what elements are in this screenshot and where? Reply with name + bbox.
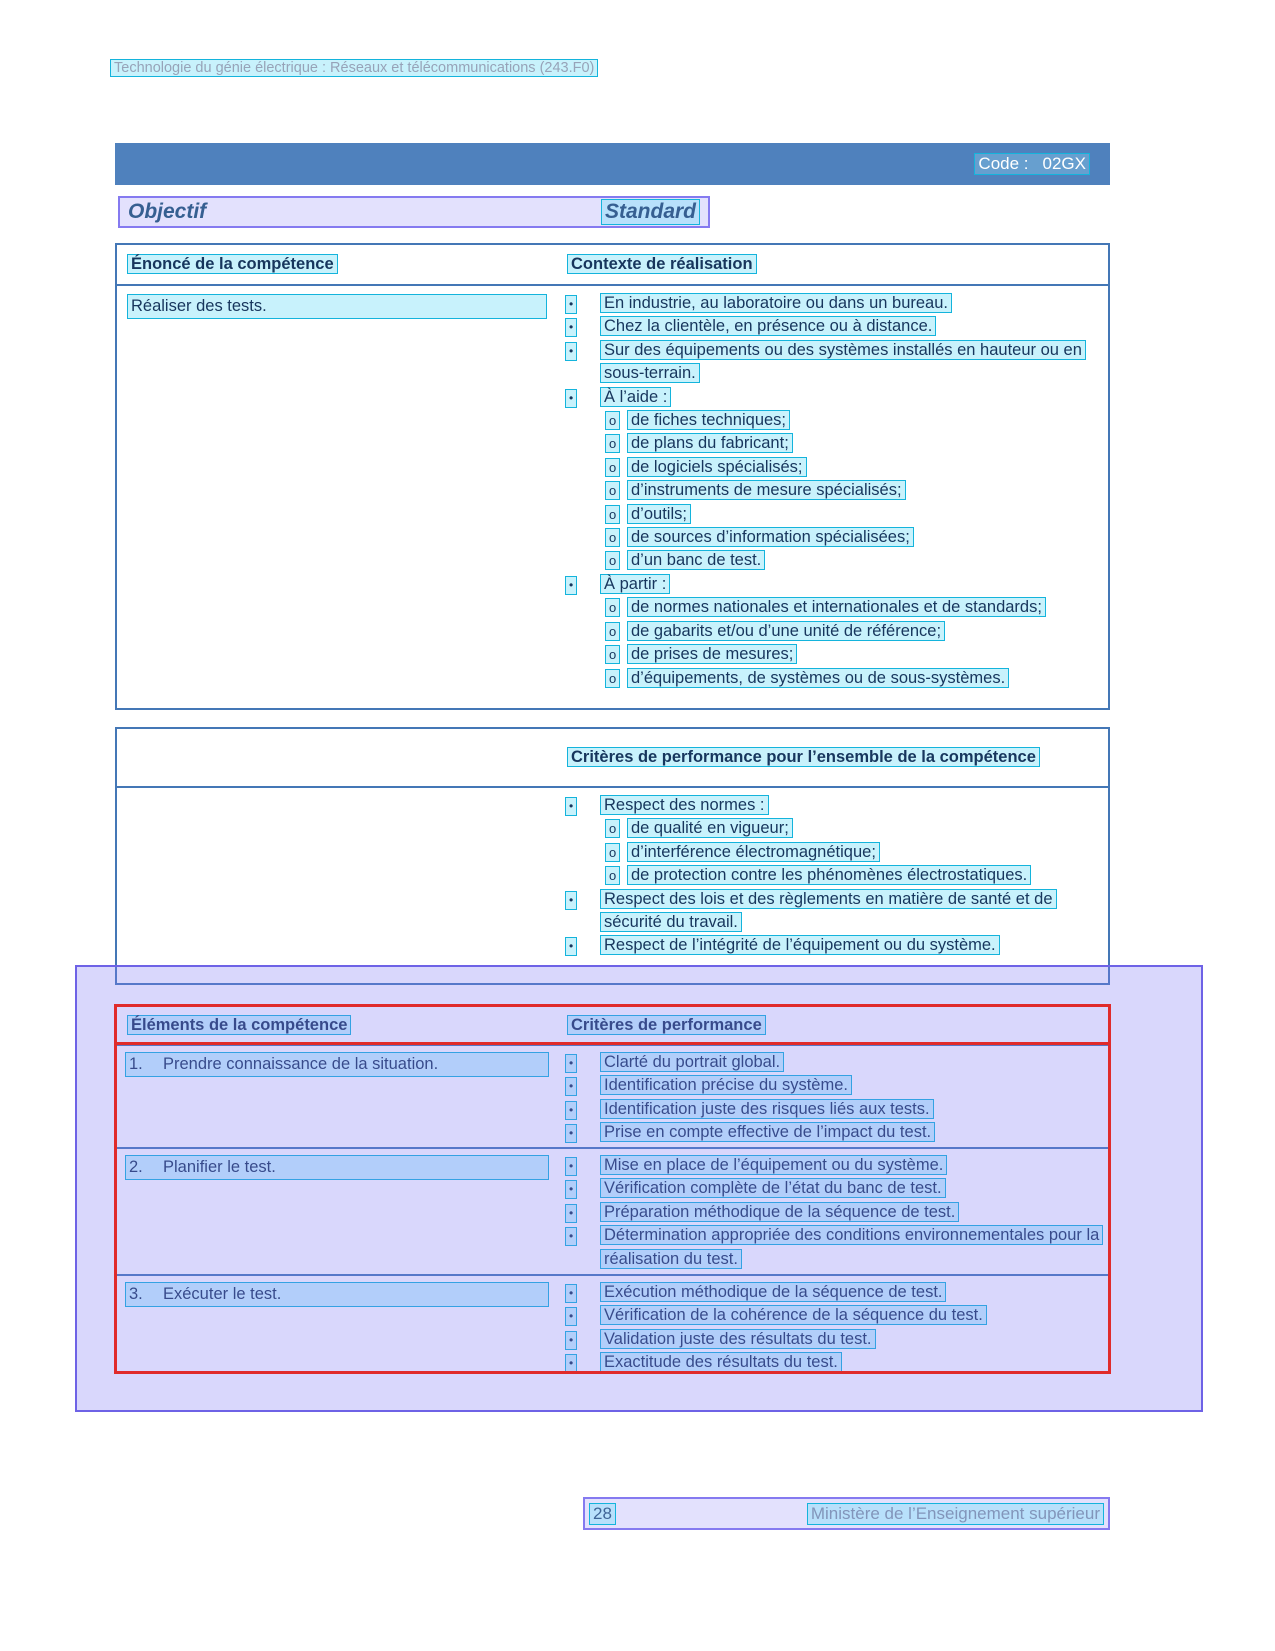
text-wrap: [627, 596, 1100, 619]
sub-list-item-text: d’un banc de test.: [627, 550, 765, 570]
text-wrap: [600, 1051, 1100, 1074]
bullet-icon: •: [565, 342, 577, 361]
bullet-icon: •: [565, 295, 577, 314]
enonce-cell: [117, 286, 557, 706]
element-text: Prendre connaissance de la situation.: [163, 1055, 439, 1073]
list-item: [557, 1074, 1100, 1097]
list-item: [557, 1224, 1100, 1271]
marker: [605, 643, 627, 666]
list-item-text: En industrie, au laboratoire ou dans un bureau.: [600, 293, 952, 313]
text-wrap: [600, 888, 1100, 935]
text-wrap: [600, 1154, 1100, 1177]
list-item: [557, 1098, 1100, 1121]
bullet-icon: •: [565, 1180, 577, 1199]
bullet-icon: •: [565, 1331, 577, 1350]
sub-list-item-text: de plans du fabricant;: [627, 433, 793, 453]
circle-icon: o: [605, 645, 620, 664]
list-item: [557, 386, 1100, 409]
criterion-text: Validation juste des résultats du test.: [600, 1329, 876, 1349]
circle-icon: o: [605, 866, 620, 885]
marker: [605, 817, 627, 840]
list-item-text: Respect des lois et des règlements en matière de santé et de sécurité du travail.: [600, 889, 1057, 932]
sub-list-item-text: de normes nationales et internationales et de standards;: [627, 597, 1046, 617]
text-wrap: [600, 1224, 1100, 1271]
marker: [565, 1177, 600, 1200]
criterion-text: Exécution méthodique de la séquence de test.: [600, 1282, 946, 1302]
contexte-list: [557, 286, 1108, 706]
text-wrap: [600, 1351, 1100, 1373]
text-wrap: [600, 794, 1100, 817]
enonce-text: Réaliser des tests.: [127, 294, 547, 319]
table2-empty-cell: [117, 788, 557, 958]
text-wrap: [600, 1074, 1100, 1097]
element-number: 2.: [129, 1158, 143, 1176]
circle-icon: o: [605, 551, 620, 570]
list-item-text: Chez la clientèle, en présence ou à distance.: [600, 316, 936, 336]
text-wrap: [627, 479, 1100, 502]
bullet-icon: •: [565, 576, 577, 595]
table2-body-row: [117, 788, 1108, 958]
criterion-text: Mise en place de l’équipement ou du système.: [600, 1155, 947, 1175]
ministry-text: Ministère de l’Enseignement supérieur: [807, 1503, 1104, 1525]
list-item: [557, 292, 1100, 315]
bullet-icon: •: [565, 1054, 577, 1073]
criterion-text: Identification précise du système.: [600, 1075, 852, 1095]
sub-list-item-text: de logiciels spécialisés;: [627, 457, 807, 477]
list-item-text: À l’aide :: [600, 387, 671, 407]
marker: [605, 667, 627, 690]
marker: [565, 1351, 600, 1373]
circle-icon: o: [605, 598, 620, 617]
sub-list-item: [557, 667, 1100, 690]
list-item: [557, 1051, 1100, 1074]
circle-icon: o: [605, 669, 620, 688]
marker: [565, 315, 600, 338]
list-item: [557, 794, 1100, 817]
marker: [565, 1224, 600, 1247]
header-contexte: Contexte de réalisation: [567, 254, 757, 274]
criterion-text: Vérification complète de l’état du banc de test.: [600, 1178, 946, 1198]
sub-list-item: [557, 456, 1100, 479]
text-wrap: [600, 1121, 1100, 1144]
criteria-list: [557, 1276, 1108, 1373]
text-wrap: [627, 817, 1100, 840]
text-wrap: [600, 934, 1100, 957]
bullet-icon: •: [565, 1284, 577, 1303]
sub-list-item: [557, 526, 1100, 549]
bullet-icon: •: [565, 1307, 577, 1326]
text-wrap: [627, 526, 1100, 549]
sub-list-item-text: d’outils;: [627, 504, 691, 524]
bullet-icon: •: [565, 1204, 577, 1223]
table3-row-1: [117, 1046, 1108, 1147]
bullet-icon: •: [565, 318, 577, 337]
text-wrap: [600, 339, 1100, 386]
criterion-text: Identification juste des risques liés aux tests.: [600, 1099, 934, 1119]
list-item-text: Respect des normes :: [600, 795, 769, 815]
text-wrap: [627, 432, 1100, 455]
header-enonce: Énoncé de la compétence: [127, 254, 338, 274]
marker: [565, 386, 600, 409]
sub-list-item-text: de qualité en vigueur;: [627, 818, 793, 838]
circle-icon: o: [605, 622, 620, 641]
marker: [565, 1328, 600, 1351]
element-text-box: [125, 1052, 549, 1077]
table1-body-row: [117, 286, 1108, 706]
sub-list-item: [557, 864, 1100, 887]
sub-list-item: [557, 841, 1100, 864]
marker: [565, 292, 600, 315]
table3-header-row: [117, 1007, 1108, 1046]
marker: [605, 596, 627, 619]
marker: [565, 888, 600, 911]
text-wrap: [600, 573, 1100, 596]
text-wrap: [600, 1201, 1100, 1224]
sub-list-item: [557, 549, 1100, 572]
criterion-text: Clarté du portrait global.: [600, 1052, 784, 1072]
bullet-icon: •: [565, 1101, 577, 1120]
header-criteres-ensemble: Critères de performance pour l’ensemble de la compétence: [567, 747, 1040, 767]
bullet-icon: •: [565, 1124, 577, 1143]
criteria-list: [557, 1046, 1108, 1147]
list-item: [557, 1351, 1100, 1373]
marker: [605, 479, 627, 502]
text-wrap: [627, 503, 1100, 526]
sub-list-item-text: de sources d’information spécialisées;: [627, 527, 914, 547]
criterion-text: Exactitude des résultats du test.: [600, 1352, 842, 1372]
list-item-text: Respect de l’intégrité de l’équipement ou du système.: [600, 935, 1000, 955]
sub-list-item: [557, 503, 1100, 526]
element-cell: [117, 1276, 557, 1373]
table3-row-3: [117, 1274, 1108, 1373]
element-cell: [117, 1046, 557, 1147]
table-enonce-contexte: [115, 243, 1110, 710]
text-wrap: [627, 864, 1100, 887]
list-item: [557, 1201, 1100, 1224]
marker: [605, 409, 627, 432]
bullet-icon: •: [565, 1077, 577, 1096]
marker: [565, 1281, 600, 1304]
text-wrap: [627, 456, 1100, 479]
page-number: 28: [589, 1503, 616, 1525]
element-text: Exécuter le test.: [163, 1285, 282, 1303]
criterion-text: Détermination appropriée des conditions environnementales pour la réalisation du test.: [600, 1225, 1103, 1268]
text-wrap: [600, 1177, 1100, 1200]
list-item: [557, 573, 1100, 596]
text-wrap: [600, 315, 1100, 338]
code-value: 02GX: [1042, 154, 1086, 173]
circle-icon: o: [605, 505, 620, 524]
list-item: [557, 888, 1100, 935]
text-wrap: [627, 667, 1100, 690]
element-number: 1.: [129, 1055, 143, 1073]
list-item: [557, 339, 1100, 386]
criteria-list: [557, 1149, 1108, 1274]
marker: [565, 339, 600, 362]
list-item: [557, 934, 1100, 957]
sub-list-item-text: d’équipements, de systèmes ou de sous-systèmes.: [627, 668, 1009, 688]
criterion-text: Vérification de la cohérence de la séquence du test.: [600, 1305, 987, 1325]
sub-list-item-text: de fiches techniques;: [627, 410, 790, 430]
bullet-icon: •: [565, 1227, 577, 1246]
table2-header-row: [117, 729, 1108, 788]
bullet-icon: •: [565, 797, 577, 816]
bullet-icon: •: [565, 389, 577, 408]
list-item-text: À partir :: [600, 574, 670, 594]
text-wrap: [600, 1328, 1100, 1351]
marker: [605, 841, 627, 864]
sub-list-item: [557, 479, 1100, 502]
text-wrap: [627, 841, 1100, 864]
bullet-icon: •: [565, 1157, 577, 1176]
text-wrap: [600, 386, 1100, 409]
sub-list-item-text: d’instruments de mesure spécialisés;: [627, 480, 906, 500]
marker: [565, 1201, 600, 1224]
list-item: [557, 1328, 1100, 1351]
list-item: [557, 1121, 1100, 1144]
criterion-text: Prise en compte effective de l’impact du test.: [600, 1122, 935, 1142]
marker: [565, 1154, 600, 1177]
list-item: [557, 1177, 1100, 1200]
circle-icon: o: [605, 819, 620, 838]
element-text: Planifier le test.: [163, 1158, 276, 1176]
text-wrap: [600, 1304, 1100, 1327]
sub-list-item: [557, 643, 1100, 666]
marker: [565, 794, 600, 817]
circle-icon: o: [605, 411, 620, 430]
element-text-box: [125, 1155, 549, 1180]
table-elements-criteres: [115, 1005, 1110, 1373]
sub-list-item-text: de protection contre les phénomènes électrostatiques.: [627, 865, 1031, 885]
sub-list-item: [557, 432, 1100, 455]
table1-header-right-cell: [557, 255, 1108, 274]
circle-icon: o: [605, 843, 620, 862]
sub-list-item: [557, 620, 1100, 643]
circle-icon: o: [605, 528, 620, 547]
sub-list-item: [557, 817, 1100, 840]
code-banner: [115, 143, 1110, 185]
marker: [565, 1074, 600, 1097]
element-number: 3.: [129, 1285, 143, 1303]
marker: [605, 526, 627, 549]
section-titles: [118, 196, 710, 228]
text-wrap: [627, 620, 1100, 643]
table1-header-left-cell: [117, 255, 557, 274]
circle-icon: o: [605, 481, 620, 500]
criteres-ensemble-list: [557, 788, 1108, 958]
code-label: Code :: [978, 154, 1029, 173]
text-wrap: [627, 549, 1100, 572]
marker: [565, 934, 600, 957]
sub-list-item-text: de prises de mesures;: [627, 644, 797, 664]
list-item-text: Sur des équipements ou des systèmes installés en hauteur ou en sous-terrain.: [600, 340, 1086, 383]
list-item: [557, 315, 1100, 338]
list-item: [557, 1281, 1100, 1304]
objectif-title: Objectif: [128, 200, 207, 223]
page-footer: [583, 1497, 1110, 1530]
sub-list-item-text: de gabarits et/ou d’une unité de référence;: [627, 621, 945, 641]
marker: [605, 503, 627, 526]
element-text-box: [125, 1282, 549, 1307]
bullet-icon: •: [565, 937, 577, 956]
header-elements: Éléments de la compétence: [127, 1015, 351, 1035]
code-banner-text: [974, 153, 1090, 175]
header-criteres: Critères de performance: [567, 1015, 766, 1035]
circle-icon: o: [605, 458, 620, 477]
text-wrap: [627, 643, 1100, 666]
criterion-text: Préparation méthodique de la séquence de test.: [600, 1202, 959, 1222]
marker: [565, 1121, 600, 1144]
page-header-text: Technologie du génie électrique : Réseaux et télécommunications (243.F0): [110, 59, 598, 77]
sub-list-item: [557, 409, 1100, 432]
sub-list-item: [557, 596, 1100, 619]
marker: [605, 549, 627, 572]
standard-title: Standard: [601, 199, 700, 225]
text-wrap: [600, 1098, 1100, 1121]
text-wrap: [627, 409, 1100, 432]
table-criteres-ensemble: [115, 727, 1110, 985]
marker: [565, 1098, 600, 1121]
marker: [565, 573, 600, 596]
marker: [605, 456, 627, 479]
table3-header-right-cell: [557, 1016, 1108, 1035]
table1-header-row: [117, 245, 1108, 286]
table3-row-2: [117, 1147, 1108, 1274]
marker: [605, 620, 627, 643]
marker: [605, 864, 627, 887]
marker: [565, 1051, 600, 1074]
list-item: [557, 1304, 1100, 1327]
text-wrap: [600, 1281, 1100, 1304]
page-header: [110, 60, 598, 76]
sub-list-item-text: d’interférence électromagnétique;: [627, 842, 880, 862]
marker: [605, 432, 627, 455]
element-cell: [117, 1149, 557, 1274]
marker: [565, 1304, 600, 1327]
list-item: [557, 1154, 1100, 1177]
circle-icon: o: [605, 434, 620, 453]
bullet-icon: •: [565, 1354, 577, 1373]
text-wrap: [600, 292, 1100, 315]
table3-header-left-cell: [117, 1016, 557, 1035]
bullet-icon: •: [565, 891, 577, 910]
table2-header-right-cell: [557, 746, 1108, 770]
